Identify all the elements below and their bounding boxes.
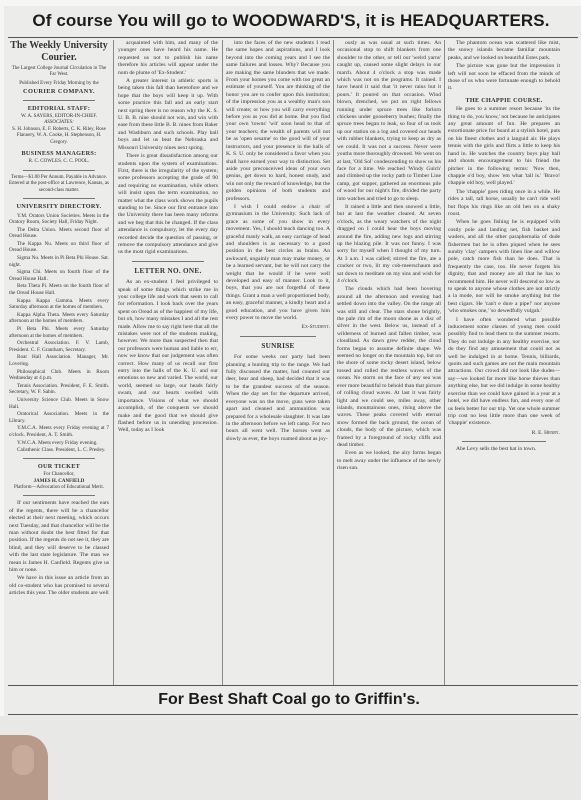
paragraph: The 'chappie' goes riding once in a while. He rides a tall, tall horse, usually he can't ride well but flops his rings like an old hen on a shaky roost. xyxy=(448,188,560,217)
paragraph: I wish I could endow a chair of gymnasium in the University. Such lack of grace as some of you show in every movement. Yes, I should teach dancing too. A graceful manly walk, an easy carriage of head and shoulders is as necessary to a good position in the best circles as brains. An awkward, ungainly man may make money, or be a learned servant, but he will not carry the weight that he would if he were well developed and easy of manner. Look to it, boys, that you are not forgetful of these things. Grant a man a well proportioned body, an easy, graceful manner, a kindly heart and a good education, and you have given him every power to move the world. xyxy=(226,203,330,322)
column-divider xyxy=(113,40,114,685)
divider xyxy=(23,198,95,199)
directory-entry: Y.M.C.A. Meets every Friday evening at 7 o'clock. President, A. T. Smith. xyxy=(9,425,109,438)
column-1 xyxy=(9,40,109,685)
headline-ad: Of course You will go to WOODWARD'S, it is HEADQUARTERS. xyxy=(32,11,550,30)
article-body xyxy=(9,500,109,597)
directory-entry: The Delta Union. Meets second floor of Oread House. xyxy=(9,226,109,240)
letter-heading: LETTER NO. ONE. xyxy=(134,266,202,275)
directory-entry: Boat Hall Association. Manager, Mr. Lovering. xyxy=(9,354,109,367)
footer-ad: For Best Shaft Coal go to Griffin's. xyxy=(158,691,420,708)
directory-entry: Kappa Alpha Theta. Meets every Saturday afternoon at the homes of members. xyxy=(9,311,109,325)
scanner-finger xyxy=(0,735,48,800)
masthead-subtitle: The Largest College Journal Circulation in The Far West. xyxy=(11,66,107,78)
paragraph: The picture was gone but the impression it left will not soon be effaced from the minds of those of us who were fortunate enough to behold it. xyxy=(448,63,560,92)
paragraph: The phantom ocean was scattered like mist, the snowy islands became familiar mountain peaks, and we looked on beautiful Estes park. xyxy=(448,40,560,61)
chappie-heading: THE CHAPPIE COURSE. xyxy=(465,96,543,104)
paragraph: There is great dissatisfaction among our students upon the system of examinations. First, there is the irregularity of the system; some professors accepting the grade of 90 and requiring no examination, while others will insist upon the term examination, no matter what the class work shows the pupils standing to be. Since our first entrance into the University there has been many reforms and we beg that this be changed. If the class attendance is compulsory, let the every day recorded decide the question of passing, or remove the compulsory attendance and give us the most rigid examinations. xyxy=(118,153,218,256)
divider xyxy=(23,458,95,459)
directory-entry: Tennis Association. President, F. E. Smith. Secretary, W. F. Sabin. xyxy=(9,382,109,396)
divider xyxy=(462,441,546,442)
ticket-platform: Platform—Advocation of Educational Merit. xyxy=(14,484,104,490)
editorial-staff-heading: EDITORIAL STAFF: xyxy=(27,104,91,112)
paragraph: For some weeks our party had been planning a hunting trip to the range. We had fully discussed the matter, had counted our deer, bear and sheep, had decided that it was to be the grandest success of the season. When the day set for the departure arrived, everyone was on the move, guns were taken apart and cleaned and ammunition was prepared for a wholesale slaughter. It was late in the afternoon before we left camp. For two hours all went well. The horses went as slowly as ever, the boys roamed about as joy- xyxy=(226,354,330,442)
column-2 xyxy=(118,40,218,685)
directory-entry: Sigma Chi. Meets on fourth floor of the Oread House Hall. xyxy=(9,269,109,282)
divider xyxy=(23,170,95,171)
directory-entry: Sigma Nu. Meets in Pi Beta Phi House. Sat. night. xyxy=(9,255,109,268)
next-page-edge xyxy=(0,716,581,800)
paragraph: As an ex-student I feel privileged to speak of some things which strike me in your college life and work that seem to call for reformation. I look back over the years spent on Oread as of the happiest of my life, but oh, how many mistakes I and all the rest made. Allow me to say right here that all the mistakes were not of the students making, however. We more than suspected then that our professors were human and liable to err, now we know that our judgement was often correct. How many of us recall our first entry into the halls of the K. U. and our emotions so new and varied. The world, our world, seemed so large, our heads fairly swam, and our hearts swelled with importance. Visions of what we should accomplish, of the conquests we should make and the good that we should give flashed before us in unending procession. Well, today as I look xyxy=(118,279,218,434)
paragraph: Even as we looked, the airy forms began to melt away under the influence of the newly risen sun. xyxy=(337,450,441,472)
column-divider xyxy=(222,40,223,685)
paragraph: He goes to a summer resort because 'its the thing to do, you know,' not because he anticipates any great amount of fun. He prepares an extortionate price for board at a stylish hotel, puts on his finest clothes and a languid air. He plays tennis with the girls and flirts a little to keep his hand in. He watches the country boys play ball and shouts encouragement to his friend the pitcher in the following terms: 'Now then, chappie o'd boy, show 'em what 'tall is.' 'Bravo! chappie old boy, well played.' xyxy=(448,106,560,187)
closing-ad: Abe Levy sells the best hat in town. xyxy=(456,446,537,453)
paragraph: ously as was usual at such times. An occasional stop to shift blankets from one shoulder to the other, or tell our 'weird yarns' caught up, caused some slight delays in our march. About 4 o'clock a stop was made which was not on the programs. It rained. I have heard it said that 'it never rains but it pours.' It poured on that occasion. Wind blown, drenched, we put on right fellows running under spruce trees like forlorn chickens under gooseberry bushes; finally the spruce trees began to leak, so four of us took up our station on a log and covered our heads with rubber blankets, trying to keep as dry as we could. It was not a success. Never were youths more thoroughly drowned. We went on at last, 'Old Sol' condescending to show us his face for a time. We reached 'Windy Gulch' and climbed up the rocky path to Timber Line camp, got supper, gathered an enormous pile of wood for our night's fire, divided the party into watches and tried to go to sleep. xyxy=(337,40,441,202)
signature: R. E. Henry. xyxy=(531,429,560,436)
postal-entry: Entered at the post-office at Lawrence, Kansas, as second-class matter. xyxy=(9,181,109,193)
directory-entry: Beta Theta Pi. Meets on the fourth floor of the Oread House Hall. xyxy=(9,283,109,297)
business-managers: R. C. COWLES. C. C. POOL. xyxy=(28,159,90,165)
footer-rule xyxy=(8,714,578,715)
paragraph: It rained a little and then snowed a little, but at last the weather cleared. At seven o'clock, as the weary watchers of the night dragged on I could hear the boys moving around the fire, adding new logs and stirring up the blazing pile. It was not funny. I was sorry for myself when I thought of my turn. At 3 a.m. I was called; stirred the fire, ate a cracker or two, lit my cob-meerschaum and sat down to meditate on my sins and wish for 4 o'clock. xyxy=(337,203,441,284)
divider xyxy=(23,100,95,101)
directory-entry: Oratorical Association. Meets in the Library. xyxy=(9,411,109,424)
top-rule xyxy=(8,37,578,38)
bottom-rule xyxy=(8,685,578,686)
paragraph: The clouds which had been hovering around all the afternoon and evening had settled down into the valley. On the range all was still and clear. The stars shone brightly, the pale rim of the moon shone as a disc of silver in the west. Below us, instead of a wilderness of burned and fallen timber, was cloudland. As dawn grew redder, the cloud forms began to assume definite shape. We seemed no longer on the mountain top, but on the shore of some rocky desert island, below tossed and rolled the restless waves of the ocean. No storm on the face of any sea was ever more beautiful to behold than that picture of rolling cloud waves. At last it was fairly light and we could see, miles away, other islands, mountainous ones, rising above the waves. These peaks covered with eternal snow formed the back ground, the ocean of clouds, the body of the picture, which was framed by a foreground of rocky cliffs and dead timber. xyxy=(337,286,441,448)
masthead-company: COURIER COMPANY. xyxy=(22,88,96,96)
associates-label: ASSOCIATES: xyxy=(44,120,74,126)
directory-entry: Calisthenic Class. President, L. C. Presley. xyxy=(17,447,106,454)
ticket-heading: OUR TICKET xyxy=(37,462,81,470)
paragraph: We have in this issue an article from an old co-student who has promised to several articles this year. The older students are well xyxy=(9,575,109,597)
column-divider xyxy=(444,40,445,685)
directory-entry: Philosophical Club. Meets in Room Wednesday at 4 p.m. xyxy=(9,368,109,382)
divider xyxy=(23,495,95,496)
directory-entry: The Kappa Nu. Meets on third floor of Oread House. xyxy=(9,240,109,254)
masthead-publisher-line: Published Every Friday Morning by the xyxy=(19,80,99,86)
business-managers-heading: BUSINESS MANAGERS: xyxy=(21,150,97,158)
editor-in-chief: W. A. SAYERS, EDITOR-IN-CHIEF. xyxy=(21,114,97,120)
directory-entry: Y.W.C.A. Meets every Friday evening. xyxy=(17,439,98,446)
column-3 xyxy=(226,40,330,685)
divider xyxy=(240,336,316,337)
column-5 xyxy=(448,40,560,685)
directory-heading: UNIVERSITY DIRECTORY. xyxy=(16,203,102,211)
ticket-office: For Chancellor, xyxy=(43,472,75,478)
masthead-title: The Weekly University Courier. xyxy=(10,40,108,63)
paragraph: When he goes fishing he is equipped with costly pole and landing net, fish basket and waders, and all the other paraphernalia of dude fishermen but he is often piqued when he sees sundry 'clay' campers with linen line and willow pole, catch more fish than he does. That is frequently the case, too. He never forgets his dignity, that and money are all that he has to recommend him. He never will descend so low as to speak to anyone whose clothes are not strictly a la mode, nor will he smoke anything but the best cigars. He 'can't e dure a pipe!' nor anyone 'who smokes one,' 'so dewedfully vulgah.' xyxy=(448,219,560,315)
paragraph: If our sentiments have reached the ears of the regents, there will be a chancellor elected at their next meeting, which occurs next Tuesday, and that chancellor will be the man without doubt the best fitted for that position. If the regents do not see it, they are blind, and they will deserve to be classed with the last state legislature. The man we mean is James H. Canfield. Regents give us him or none. xyxy=(9,500,109,573)
paragraph: into the faces of the new students I read the same hopes and aspirations, and I look beyond into the coming years and I see the same failures and losses. Why? Because you are making the same blunders that we made. From your homes you come with too great an estimate of yourself. You are thinking of the honor you are to confer upon this institution; of the impression you as a wealthy man's son will create; or how you will carry everything before you as you did at home. But you find your own 'towns' 'wit' soon head to that of your teachers; the wealth of parents will not be as 'open sesame' to the good will of your instructors, and your presence in the halls of K. S. U. only be considered a favor when you shall have earned your way to distinction. Set aside your preconceived ideas of your own genius, get down to hard, honest study, and win not only the reward of knowledge, but the golden opinions of both students and professors. xyxy=(226,40,330,202)
paragraph: A greater interest in athletic sports is being taken this fall than heretofore and we hope that the boys will keep it up. With some practice this fall and an early start next spring there is no reason why the K. S. U. B. B. nine should not win, and win with ease from these little B. B. nines from Baker and Washburn and such schools. Play ball boys and let us beat the Nebraska and Missouri University nines next spring. xyxy=(118,78,218,151)
divider xyxy=(132,261,204,262)
sunrise-heading: SUNRISE xyxy=(261,341,295,350)
ticket-candidate: JAMES H. CANFIELD xyxy=(33,478,85,484)
directory-entry: Y.M. Orators Union Societies. Meets in the Oratory Room, Society Hall, Friday Night. xyxy=(9,212,109,226)
directory-entry: Pi Beta Phi. Meets every Saturday afternoon at the homes of members. xyxy=(9,326,109,339)
directory-entry: Orchestral Association. F. V. Lamb, President. C. F. Grantham, Secretary. xyxy=(9,340,109,353)
directory-entry: Kappa Kappa Gamma. Meets every Saturday afternoon at the homes of members. xyxy=(9,297,109,311)
paragraph: I have often wondered what possible inducement some classes of young men could possibly find to lead them to the summer resorts. They do not indulge in any healthy exercise, nor do they find any amusement that could not as well be indulged in at home. Tennis, billiards, quoits and such games are not the main mountain attractions. Our crowd did not look like dudes—say—we looked far more like horse thieves than anything else, but we did indulge in some healthy exercise than we could have gained in a year at a hotel, we did have endless fun, and every one of us feels better for our trip. Yet one whole summer trip cost no less little more than one week of 'chappie' existence. xyxy=(448,316,560,427)
staff-list: S. H. Johnson, E. F. Roberts, C. K. Riley, Rose Flannery, W. A. Cooke, H. Stephenson, H. Gregory. xyxy=(12,126,106,145)
column-4 xyxy=(337,40,441,685)
subscription-terms: Terms—$1.00 Per Annum. Payable in Advance. xyxy=(10,174,108,180)
paragraph: acquainted with him, and many of the younger ones have heard his name. He requested us not to publish his name therefore his articles will appear under the nom de plume of 'Ex-Student.' xyxy=(118,40,218,76)
signature: Ex-Student. xyxy=(301,324,330,331)
directory-entry: University Science Club. Meets in Snow Hall. xyxy=(9,396,109,410)
directory-list xyxy=(9,213,109,454)
column-divider xyxy=(333,40,334,685)
